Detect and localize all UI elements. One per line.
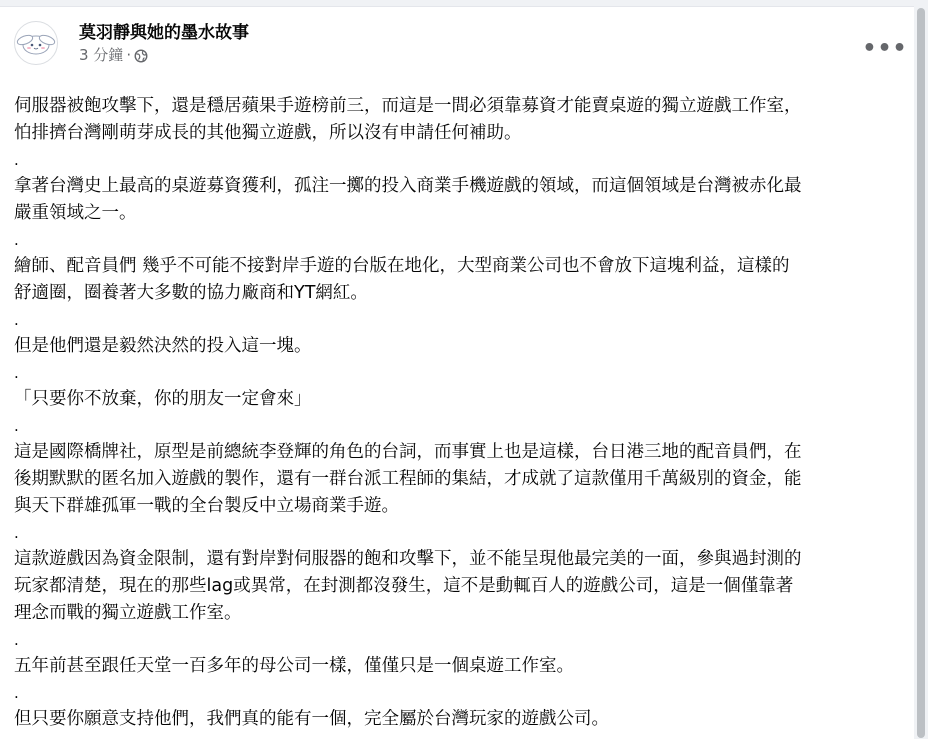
post-text-line: 五年前甚至跟任天堂一百多年的母公司一樣，僅僅只是一個桌遊工作室。	[14, 656, 574, 676]
post-text-line: 後期默默的匿名加入遊戲的製作，還有一群台派工程師的集結，才成就了這款僅用千萬級別的資金，能	[14, 469, 802, 489]
post-text-line: 拿著台灣史上最高的桌遊募資獲利，孤注一擲的投入商業手機遊戲的領域，而這個領域是台灣被赤化最	[14, 176, 802, 196]
post-text-line: 與天下群雄孤軍一戰的全台製反中立場商業手遊。	[14, 496, 399, 516]
post-text-line: 嚴重領域之一。	[14, 203, 137, 223]
paragraph-separator: .	[14, 417, 19, 435]
paragraph-separator: .	[14, 524, 19, 542]
post-card	[0, 6, 914, 739]
post-text-line: 舒適圈，圈養著大多數的協力廠商和YT網紅。	[14, 283, 368, 303]
author-name[interactable]: 莫羽靜與她的墨水故事	[79, 22, 249, 43]
scrollbar-thumb[interactable]	[917, 8, 925, 738]
paragraph-separator: .	[14, 311, 19, 329]
post-text-line: 但是他們還是毅然決然的投入這一塊。	[14, 336, 312, 356]
post-text-line: 但只要你願意支持他們，我們真的能有一個，完全屬於台灣玩家的遊戲公司。	[14, 709, 609, 729]
paragraph-separator: .	[14, 151, 19, 169]
post-text-line: 理念而戰的獨立遊戲工作室。	[14, 603, 242, 623]
avatar[interactable]	[14, 21, 58, 65]
post-header	[14, 21, 249, 65]
post-body	[14, 93, 914, 733]
post-text-line: 玩家都清楚，現在的那些lag或異常，在封測都沒發生，這不是動輒百人的遊戲公司，這是一個僅靠著	[14, 576, 794, 596]
cinnamoroll-avatar-image	[16, 23, 56, 63]
post-text-line: 怕排擠台灣剛萌芽成長的其他獨立遊戲，所以沒有申請任何補助。	[14, 123, 522, 143]
post-text-line: 「只要你不放棄，你的朋友一定會來」	[14, 389, 312, 409]
paragraph-separator: .	[14, 684, 19, 702]
paragraph-separator: .	[14, 631, 19, 649]
more-options-button[interactable]: •••	[862, 35, 908, 61]
post-text-line: 這是國際橋牌社，原型是前總統李登輝的角色的台詞，而事實上也是這樣，台日港三地的配音員們，在	[14, 442, 802, 462]
scrollbar[interactable]	[914, 0, 928, 738]
dot-separator: ·	[126, 45, 132, 64]
paragraph-separator: .	[14, 364, 19, 382]
post-text-line: 繪師、配音員們 幾乎不可能不接對岸手遊的台版在地化，大型商業公司也不會放下這塊利益，這樣的	[14, 256, 790, 276]
globe-icon[interactable]	[134, 48, 148, 62]
post-subtitle	[79, 45, 249, 65]
post-meta	[79, 22, 249, 65]
post-text-line: 這款遊戲因為資金限制，還有對岸對伺服器的飽和攻擊下，並不能呈現他最完美的一面，參與過封測的	[14, 549, 802, 569]
post-text-line: 伺服器被飽攻擊下，還是穩居蘋果手遊榜前三，而這是一間必須靠募資才能賣桌遊的獨立遊戲工作室，	[14, 96, 802, 116]
post-time[interactable]: 3 分鐘	[79, 45, 124, 64]
paragraph-separator: .	[14, 231, 19, 249]
